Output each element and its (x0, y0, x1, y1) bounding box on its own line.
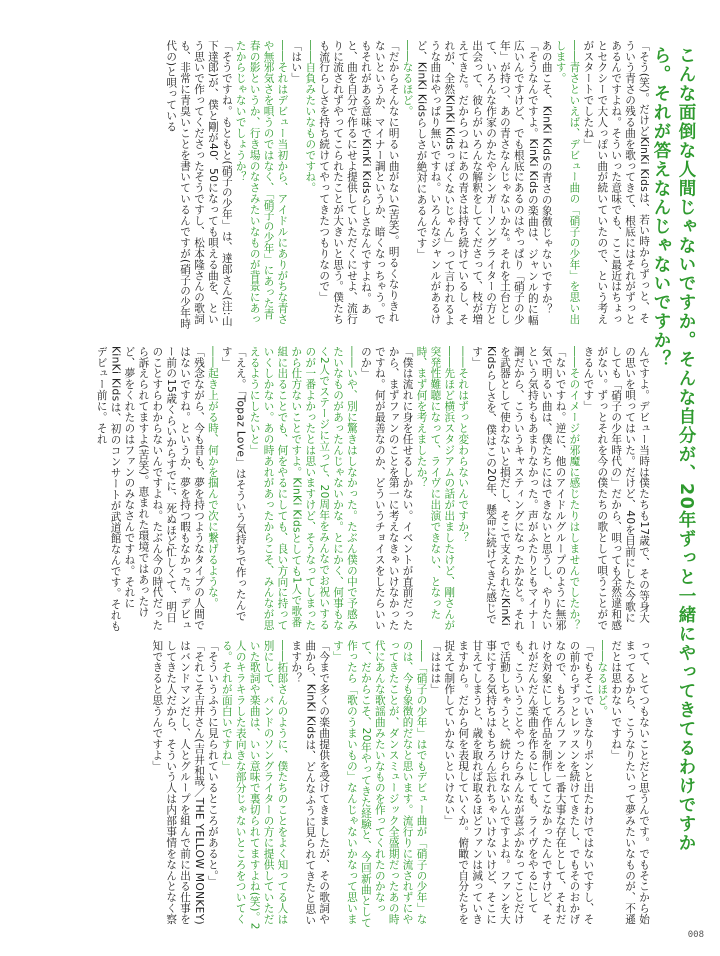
interview-answer: 「ははは」 (429, 640, 442, 695)
interview-answer: 「僕は流れに身を任せるしかない。イベントが直前だったから、まずファンのことを第一に考えなきゃいけなかったですね。何が最善なのか、どういうチョイスをしたらいいのか」 (359, 346, 414, 631)
interview-answer: 「はい」 (290, 40, 303, 84)
interview-answer: 「それこそ吉井さん(吉井和哉／THE YELLOW MONKEY)はバンドマンだし、人とグループを組んで前に出る仕事をしてきた人だから、そういう人は内部事情をなんとなく察知できると思うんですよ」 (151, 640, 205, 926)
interviewer-question: ――先ほど横浜スタジアムの話が出ましたけど、剛さんが突発性難聴になって、ライヴに出演できない、となった時、まず何を考えましたか？ (415, 346, 456, 631)
interviewer-question: ――起き上がる時、何かを掴んで次に繋げるような。 (206, 346, 219, 609)
interview-answer: 「そう(笑)。だけどKinKi Kidsは、若い時からずっと、そういう青さの残る曲を歌ってきて、根底にはそれがずっとあるんですよね。そういった意味でも、ここ最近はちょっとセクシーで大人っぽい曲が続いていたので、という考えがスタートでしたね」 (582, 40, 650, 325)
interviewer-question: ――いや、別に驚きはしなかった。たぶん僕の中で予感みたいなものがあったんじゃないかな。とにかく、何事もなく2人でステージに立って、20周年をみんなでお祝いするのが一番よかったとは思いますけど、そうなってしまったから仕方ないことですよ。KinKi Kidsとしても1人で歌番組に出ることでも、何をやるにしても、良い方向に持っていくしかない。あの時あれがあったからこそ、みんなが思えるようにしたいと」 (248, 346, 358, 631)
interviewer-question: ――それはデビュー当初から、アイドルにありがちな青さや無邪気さを唄うのではなく、「硝子の少年」にあった青春の影というか、行き場のなさみたいなものが背景にあったからじゃないでしょうか？ (234, 40, 289, 325)
article-body-lower (0, 640, 650, 932)
interviewer-question: ――「硝子の少年」はでもデビュー曲が「硝子の少年」なのは、今も象徴的だなと思います。流行りに流されずにやってきたことが、ダンスミュージック全盛期だったあの時代にあんな歌謡曲みたいなものを作ってくれたのかなって、だからこそ、20年やってきた経験と、今回新曲として作ったら「歌のうまいもの」なんじゃないかなって思います」 (332, 640, 428, 928)
interview-answer: 「残念ながら、今も昔も、夢を持つようなタイプの人間ではないですね。というか、夢を持つ暇もなかった。デビュー前の15歳くらいからすでに、死ぬほど忙しくて、明日のことすらわからないんですよね。たぶん今の時代だったら訴えられてますよ(苦笑)。恵まれた環境ではあったけど、夢をくれたのはファンのみなさんですね。それにKinKi Kidsは、初のコンサートが武道館なんです。それもデビュー前に。それ (95, 346, 205, 632)
interviewer-question: ――そのイメージが邪魔に感じたりはしませんでしたか？ (568, 346, 581, 631)
interview-answer: んですよ。デビュー当時は僕たちも17歳で、その等身大の思いを唄ってはいた。だけど、40を目前にした今歌にしても「硝子の少年時代の」だから、唄っても全然違和感がない。ずっとそれを今の僕たちの歌として唄うことができるんです」 (582, 346, 650, 631)
headline (648, 46, 698, 886)
page-number: 008 (687, 930, 704, 940)
interview-answer: あの曲こそ、KinKi Kidsの青さの象徴じゃないですか？「そうなんですよ。KinKi Kidsの楽曲は、ジャンル的に幅広いんですけど、でも根底にあるのはやっぱり「硝子の少年」が持つ、あの青さなんじゃないかな。それを土台として、いろんな作家のかたやシンガーソングライターの方と出会って、彼らがいろんな解釈をしてくださって、枝が増えてきた。だからつねにあの青さは持ち続けているし、それが、全然KinKi Kidsっぽくないじゃん」って言われるような曲はやっぱり無いですね。いろんなジャンルがあるけど、KinKi Kidsらしさが絶対にあるんです」 (415, 40, 553, 326)
interviewer-question: ――なるほど。 (596, 640, 609, 717)
headline-text: こんな面倒な人間じゃないですか。そんな自分が、20年ずっと一緒にやってきてるわけですから。それが答えなんじゃないですか？ (651, 46, 696, 853)
interview-answer: 「そういうふうに見られているところがあると。」 (206, 640, 219, 887)
interviewer-question: ――拓郎さんのように、僕たちのことをよく知ってる人は別にして、バンドのソングライターの方に提供していただいた歌詞や楽曲は、いい意味で裏切られてますよね(笑)。2人のキラキラした表向きな部分じゃないところをついてくる。それが面白いですね」 (220, 640, 289, 930)
interview-answer: って、とてつもないことだと思うんです。でもそこから始まってるから、こうなりたいって夢みたいなものが、不遜だとは思わないですね」 (610, 640, 650, 925)
interview-answer: 「ええ。「Topaz Love」はそういう気持ちで作ったんです」 (220, 346, 247, 622)
interview-answer: 「そうですね。もともと(硝子の少年」は、達郎さん(注:山下達郎)が、僕と剛が40、50になっても唄える曲を、という思いで作ってくださったそうですし、松本隆さんの歌詞も、非常に青臭いことを書いているんですが(硝子の少年時代の)と唄っている (165, 40, 233, 330)
interview-answer: 「ないですね。逆に、他のアイドルグループのように無邪気で明るい曲は、僕たちにはできないと思うし、やりたいという気持ちもあまりなかった。声がふたりともマイナー調だから、こういうキャスティングになったかなと。それを武器として使わないと損だし、そこで支えられたKinKi Kidsらしさを、僕はこの20年、懸命に続けてきた感じです」 (471, 346, 567, 631)
interview-answer: 「今まで多くの楽曲提供を受けてきましたが、その歌詞や曲から、KinKi Kidsは、どんなふうに見られてきたと思いますか？ (290, 640, 331, 926)
interview-answer: 「でもそこでいきなりポンと出たわけではないですし、その前からずっとレッスンを続けてきたし、でもそのおかげなので、もちろんファンを一番大事な存在として、それだけを対象にして作品を制作してこなかったんですけど、それがだんだん楽曲を作るにしても、ライヴをやるにしても、こういうことやったらみんなが喜ぶかなってことだけで活動しちゃうと、続けられないんですよね。ファンを大事にする気持ちはもちろん忘れちゃいけないけど、そこに甘えてしまうと、歳を取れば取るほどファンは減っていきますから。だから何を表現していくか。俯瞰で自分たちを捉えて制作していかないといけない」 (443, 640, 595, 925)
article-body-middle (0, 346, 650, 632)
interviewer-question: ――それはずっと変わらないんですか？ (457, 346, 470, 544)
interviewer-question: ――なるほど。 (401, 40, 414, 117)
interview-answer: 「だからそんなに明るい曲がない(苦笑)。明るくなりきれないというか、マイナー調というか、暗くなっちゃう。でもそれがある意味でKinKi Kidsらしさなんですよね。あと、曲を自分で作るにせよ提供していただくにせよ、流行りに流されずやってこられたことが大きいと思う。僕たちも流行らしさを持ち続けてやってきたつもりなので」 (318, 40, 400, 325)
interviewer-question: ――自負みたいなものですね。 (304, 40, 317, 194)
interviewer-question: ――青さといえば、デビュー曲の「硝子の少年」を思い出します。 (554, 40, 581, 325)
article-body-upper (0, 40, 650, 330)
